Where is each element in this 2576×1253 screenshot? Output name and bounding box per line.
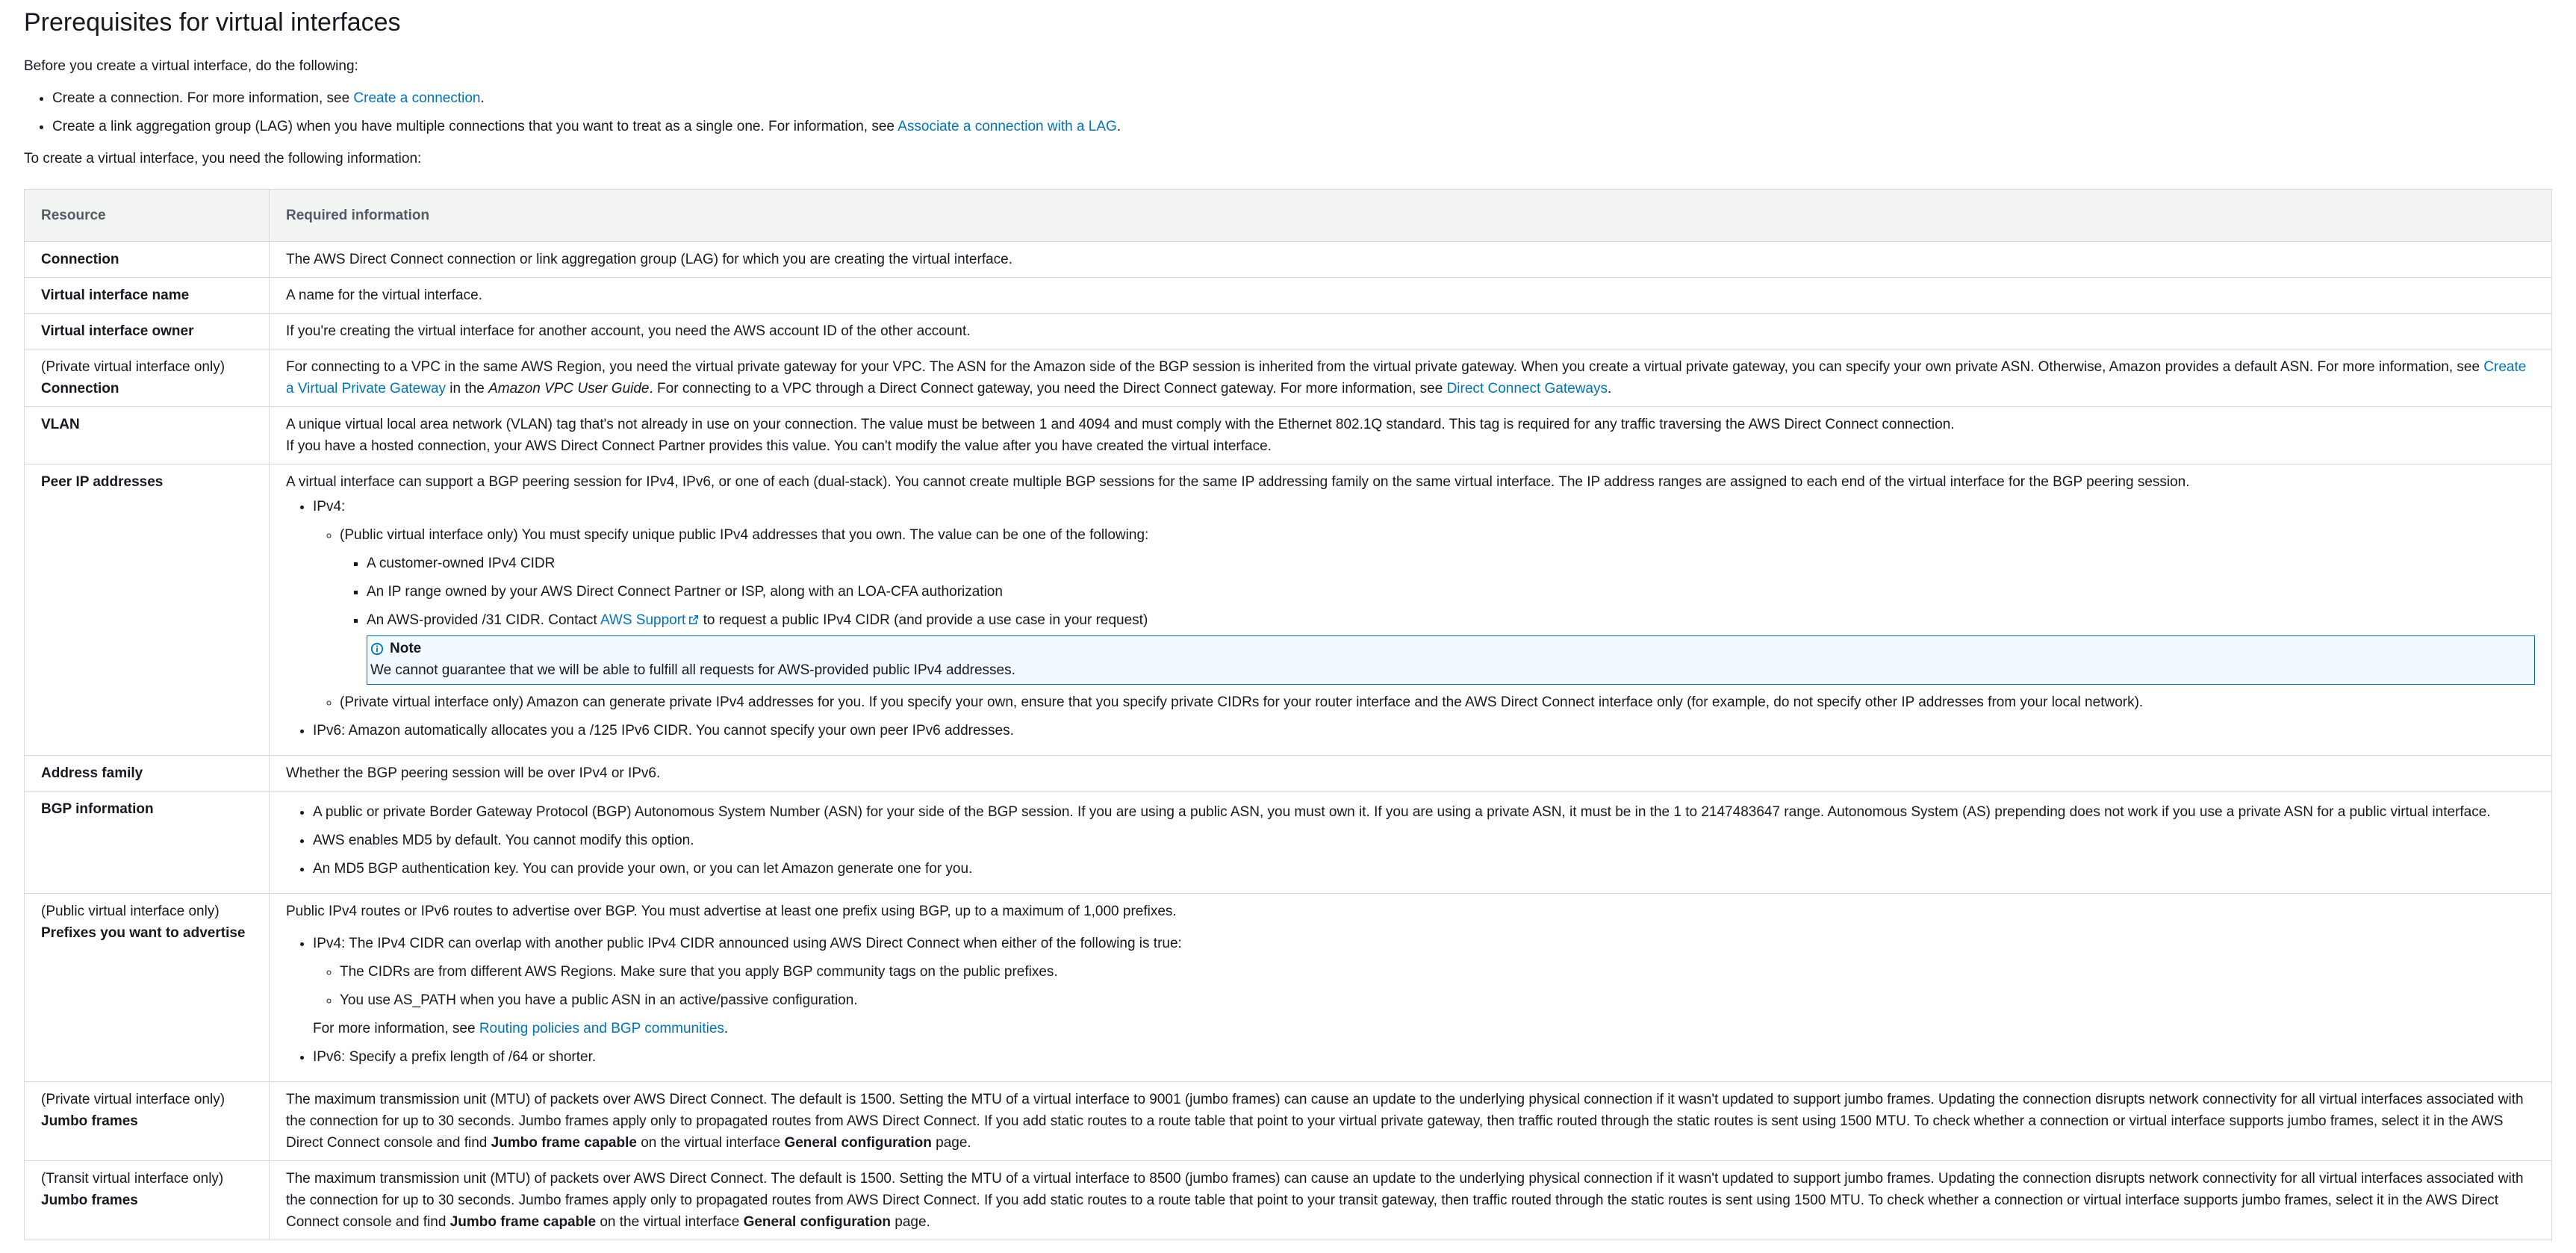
info-intro-text: To create a virtual interface, you need the following information: (24, 151, 422, 167)
info-cell (270, 792, 2552, 894)
note-text: We cannot guarantee that we will be able to fulfill all requests for AWS-provided public IPv4 addresses. (370, 662, 1015, 678)
resource-cell: (Transit virtual interface only) Jumbo frames (25, 1161, 270, 1240)
create-vpg-link[interactable]: Create a Virtual Private Gateway (286, 359, 2527, 397)
info-cell: A name for the virtual interface. (270, 278, 2552, 314)
info-cell: Public IPv4 routes or IPv6 routes to advertise over BGP. You must advertise at least one prefix using BGP, up to a maximum of 1,000 prefixes. • IPv4: The IPv4 CIDR can overlap with another public IPv4 CIDR announced using AWS Direct Connect when either of the following is true: ◦ The CIDRs are from different AWS Regions. Make sure that you apply BGP community tags on the public prefixes. ◦ You use AS_PATH when you have a public ASN in an active/passive configuration. For more information, see Routing policies and BGP communities. • IPv6: Specify a prefix length of /64 or shorter. (270, 894, 2552, 1082)
list (286, 496, 2535, 741)
prereq-item: • Create a link aggregation group (LAG) when you have multiple connections that you want to treat as a single one. For information, see Associate a connection with a LAG. (52, 116, 2552, 137)
list-item: ◦ (Private virtual interface only) Amazon can generate private IPv4 addresses for you. If you specify your own, ensure that you specify private CIDRs for your router interface and the AWS Direct Connect interface only (for example, do not specify other IP addresses from your local network). (340, 691, 2535, 713)
list-item: • A public or private Border Gateway Protocol (BGP) Autonomous System Number (ASN) for your side of the BGP session. If you are using a public ASN, you must own it. If you are using a private ASN, it must be in the 1 to 2147483647 range. Autonomous System (AS) prepending does not work if you use a private ASN for a public virtual interface. (313, 801, 2535, 823)
aws-support-link[interactable]: AWS Support (600, 612, 699, 628)
list-item: ▪ An AWS-provided /31 CIDR. Contact AWS Support to request a public IPv4 CIDR (and provide a use case in your request) Note We cannot guarantee that we will be able to fulfill all requests for AWS-provided public IPv4 addresses. (367, 609, 2535, 685)
table-row (25, 314, 2552, 349)
note-title: Note (390, 641, 422, 656)
list-item: ◦ (Public virtual interface only) You must specify unique public IPv4 addresses that you own. The value can be one of the following: ▪ A customer-owned IPv4 CIDR ▪ An IP range owned by your AWS Direct Connect Partner or ISP, along with an LOA-CFA authorization ▪ An AWS-provided /31 CIDR. Contact AWS Support to request a public IPv4 CIDR (and provide a use case in your request) Note We cannot guarantee that we will be able to fulfill all requests for AWS-provided public IPv4 addresses. (340, 524, 2535, 685)
doc-page (0, 6, 2576, 1240)
info-cell: If you're creating the virtual interface for another account, you need the AWS account ID of the other account. (270, 314, 2552, 349)
table-header-row (25, 190, 2552, 242)
table-row (25, 1161, 2552, 1240)
table-row (25, 1082, 2552, 1161)
info-icon (370, 642, 384, 656)
associate-lag-link[interactable]: Associate a connection with a LAG (897, 119, 1117, 134)
list-item: ▪ An IP range owned by your AWS Direct Connect Partner or ISP, along with an LOA-CFA authorization (367, 581, 2535, 603)
table-row (25, 894, 2552, 1082)
requirements-table (24, 189, 2552, 1240)
prereq-item: • Create a connection. For more information, see Create a connection. (52, 87, 2552, 109)
list (340, 553, 2535, 685)
resource-cell: (Public virtual interface only) Prefixes you want to advertise (25, 894, 270, 1082)
resource-cell: BGP information (25, 792, 270, 894)
list-item: • IPv6: Specify a prefix length of /64 or shorter. (313, 1046, 2535, 1068)
resource-cell: (Private virtual interface only) Connection (25, 349, 270, 407)
column-header-resource: Resource (25, 190, 270, 242)
list (313, 961, 2535, 1011)
info-cell: The maximum transmission unit (MTU) of packets over AWS Direct Connect. The default is 1500. Setting the MTU of a virtual interface to 9001 (jumbo frames) can cause an update to the underlying physical connection if it wasn't updated to support jumbo frames. Updating the connection disrupts network connectivity for all virtual interfaces associated with the connection for up to 30 seconds. Jumbo frames apply only to propagated routes from AWS Direct Connect. If you add static routes to a route table that point to your virtual private gateway, then traffic routed through the static routes is sent using 1500 MTU. To check whether a connection or virtual interface supports jumbo frames, select it in the AWS Direct Connect console and find Jumbo frame capable on the virtual interface General configuration page. (270, 1082, 2552, 1161)
list-item: • IPv4: ◦ (Public virtual interface only) You must specify unique public IPv4 addresses that you own. The value can be one of the following: ▪ A customer-owned IPv4 CIDR ▪ An IP range owned by your AWS Direct Connect Partner or ISP, along with an LOA-CFA authorization ▪ An AWS-provided /31 CIDR. Contact AWS Support to request a public IPv4 CIDR (and provide a use case in your request) Note We cannot guarantee that we will be able to fulfill all requests for AWS-provided public IPv4 addresses. ◦ (Private virtual interface only) Amazon can generate private IPv4 addresses for you. If you specify your own, ensure that you specify private CIDRs for your router interface and the AWS Direct Connect interface only (for example, do not specify other IP addresses from your local network). (313, 496, 2535, 713)
column-header-required: Required information (270, 190, 2552, 242)
resource-cell: VLAN (25, 407, 270, 464)
external-link-icon (688, 615, 699, 625)
dx-gateways-link[interactable]: Direct Connect Gateways (1446, 381, 1608, 397)
prereq-list (24, 87, 2552, 137)
table-row (25, 278, 2552, 314)
list (286, 801, 2535, 880)
table-row (25, 756, 2552, 792)
table-row (25, 464, 2552, 756)
list-item: • An MD5 BGP authentication key. You can provide your own, or you can let Amazon generate one for you. (313, 858, 2535, 880)
list-item: ▪ A customer-owned IPv4 CIDR (367, 553, 2535, 574)
info-cell: For connecting to a VPC in the same AWS Region, you need the virtual private gateway for your VPC. The ASN for the Amazon side of the BGP session is inherited from the virtual private gateway. When you create a virtual private gateway, you can specify your own private ASN. Otherwise, Amazon provides a default ASN. For more information, see Create a Virtual Private Gateway in the Amazon VPC User Guide. For connecting to a VPC through a Direct Connect gateway, you need the Direct Connect gateway. For more information, see Direct Connect Gateways. (270, 349, 2552, 407)
list (313, 524, 2535, 713)
resource-cell: Virtual interface name (25, 278, 270, 314)
table-row (25, 792, 2552, 894)
info-cell: A unique virtual local area network (VLAN) tag that's not already in use on your connection. The value must be between 1 and 4094 and must comply with the Ethernet 802.1Q standard. This tag is required for any traffic traversing the AWS Direct Connect connection. If you have a hosted connection, your AWS Direct Connect Partner provides this value. You can't modify the value after you have created the virtual interface. (270, 407, 2552, 464)
info-cell: Whether the BGP peering session will be over IPv4 or IPv6. (270, 756, 2552, 792)
list-item: • AWS enables MD5 by default. You cannot modify this option. (313, 830, 2535, 851)
table-row (25, 349, 2552, 407)
resource-cell: Connection (25, 242, 270, 278)
list-item: • IPv6: Amazon automatically allocates you a /125 IPv6 CIDR. You cannot specify your own peer IPv6 addresses. (313, 720, 2535, 741)
routing-policies-link[interactable]: Routing policies and BGP communities (479, 1021, 724, 1036)
list-item: ◦ You use AS_PATH when you have a public ASN in an active/passive configuration. (340, 989, 2535, 1011)
info-cell: A virtual interface can support a BGP peering session for IPv4, IPv6, or one of each (dual-stack). You cannot create multiple BGP sessions for the same IP addressing family on the same virtual interface. The IP address ranges are assigned to each end of the virtual interface for the BGP peering session. • IPv4: ◦ (Public virtual interface only) You must specify unique public IPv4 addresses that you own. The value can be one of the following: ▪ A customer-owned IPv4 CIDR ▪ An IP range owned by your AWS Direct Connect Partner or ISP, along with an LOA-CFA authorization ▪ An AWS-provided /31 CIDR. Contact AWS Support to request a public IPv4 CIDR (and provide a use case in your request) Note We cannot guarantee that we will be able to fulfill all requests for AWS-provided public IPv4 addresses. ◦ (Private virtual interface only) Amazon can generate private IPv4 addresses for you. If you specify your own, ensure that you specify private CIDRs for your router interface and the AWS Direct Connect interface only (for example, do not specify other IP addresses from your local network). • IPv6: Amazon automatically allocates you a /125 IPv6 CIDR. You cannot specify your own peer IPv6 addresses. (270, 464, 2552, 756)
info-cell: The AWS Direct Connect connection or link aggregation group (LAG) for which you are creating the virtual interface. (270, 242, 2552, 278)
info-cell: The maximum transmission unit (MTU) of packets over AWS Direct Connect. The default is 1500. Setting the MTU of a virtual interface to 8500 (jumbo frames) can cause an update to the underlying physical connection if it wasn't updated to support jumbo frames. Updating the connection disrupts network connectivity for all virtual interfaces associated with the connection for up to 30 seconds. Jumbo frames apply only to propagated routes from AWS Direct Connect. If you add static routes to a route table that point to your transit gateway, then traffic routed through the static routes is sent using 1500 MTU. To check whether a connection or virtual interface supports jumbo frames, select it in the AWS Direct Connect console and find Jumbo frame capable on the virtual interface General configuration page. (270, 1161, 2552, 1240)
note-box (367, 635, 2535, 685)
resource-cell: Peer IP addresses (25, 464, 270, 756)
resource-cell: (Private virtual interface only) Jumbo frames (25, 1082, 270, 1161)
page-title: Prerequisites for virtual interfaces (24, 8, 401, 37)
resource-cell: Address family (25, 756, 270, 792)
list (286, 933, 2535, 1068)
list-item: • IPv4: The IPv4 CIDR can overlap with another public IPv4 CIDR announced using AWS Direct Connect when either of the following is true: ◦ The CIDRs are from different AWS Regions. Make sure that you apply BGP community tags on the public prefixes. ◦ You use AS_PATH when you have a public ASN in an active/passive configuration. For more information, see Routing policies and BGP communities. (313, 933, 2535, 1039)
list-item: ◦ The CIDRs are from different AWS Regions. Make sure that you apply BGP community tags on the public prefixes. (340, 961, 2535, 983)
table-row (25, 407, 2552, 464)
intro-text: Before you create a virtual interface, do the following: (24, 58, 358, 74)
resource-cell: Virtual interface owner (25, 314, 270, 349)
create-connection-link[interactable]: Create a connection (353, 90, 481, 106)
table-row (25, 242, 2552, 278)
